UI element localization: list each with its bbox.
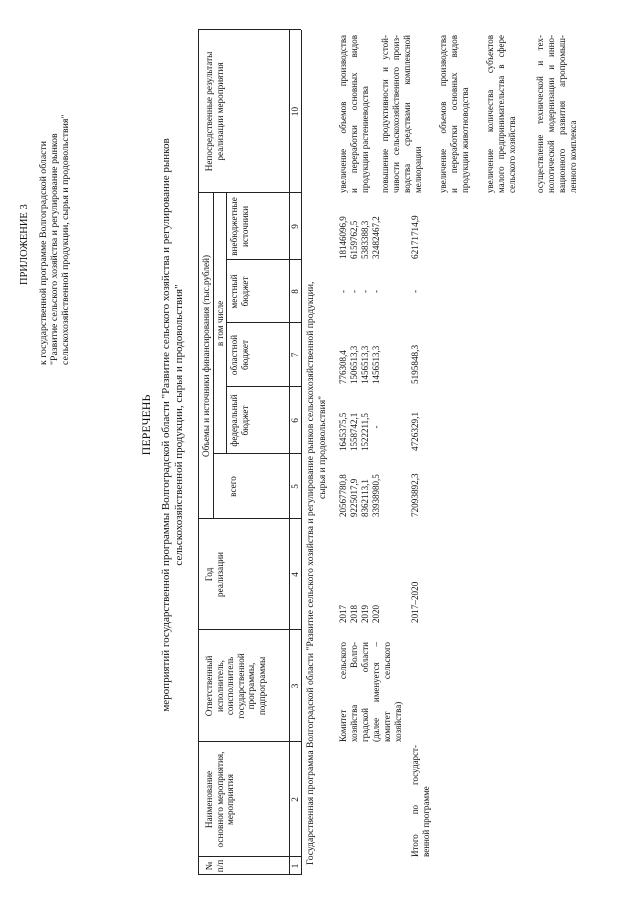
table-row-total: 33938980,5 [371, 474, 381, 517]
table-row-federal: 1558742,1 [349, 412, 359, 451]
col-number: 7 [290, 352, 300, 358]
section-title-line: Государственная программа Волгоградской области "Развитие сельского хозяйства и регулирование рынков сельскохозяйственной продукции, [305, 281, 316, 865]
responsible-text: Комитет сельского хозяйства Волго- градской области (далее именуется – комитет сельского хозяйства) [338, 642, 403, 742]
col-number: 4 [290, 572, 300, 577]
appendix-title: ПРИЛОЖЕНИЕ 3 [19, 204, 30, 285]
appendix-line: сельскохозяйственной продукции, сырья и продовольствия" [60, 114, 71, 365]
table-row-total: 9225017,9 [349, 478, 359, 517]
table-row-total: 20567780,8 [338, 474, 348, 517]
result-item: повышение продуктивности и устой- чивости сельскохозяйственного произ- водства средствами комплексной мелиорации [380, 35, 423, 193]
table-row-year: 2020 [371, 605, 381, 623]
header-name: Наименование основного мероприятия, мероприятия [204, 751, 235, 848]
document-subtitle-line: сельскохозяйственной продукции, сырья и продовольствия" [173, 284, 185, 566]
col-number: 8 [290, 289, 300, 294]
regional-col [338, 346, 382, 384]
table-row-year: 2019 [360, 605, 370, 623]
header-funding: Объемы и источники финансирования (тыс.рублей) [201, 254, 211, 458]
total-row-label: Итого по государст- венной программе [410, 745, 431, 857]
incl-divider [226, 193, 227, 454]
total-row-extra: 62171714,9 [410, 215, 420, 259]
table-row-local: - [360, 290, 370, 293]
col-number: 5 [290, 484, 300, 489]
total-row-local: - [410, 289, 420, 294]
table-row-federal: - [371, 425, 381, 429]
header-local: местный бюджет [229, 274, 250, 309]
appendix-caption [38, 115, 71, 365]
table-row-regional: 1456513,3 [371, 345, 381, 384]
local-col [338, 260, 382, 323]
appendix-line: "Развитие сельского хозяйства и регулирование рынков [49, 133, 60, 365]
col-number: 1 [290, 863, 300, 869]
funding-header-divider [213, 193, 214, 519]
extra-col [338, 216, 382, 259]
table-top-border [198, 30, 199, 875]
col-border [213, 453, 301, 454]
table-row-regional: 1456513,3 [360, 345, 370, 384]
table-row-extra: 18146096,9 [338, 216, 348, 259]
header-year: Год реализации [204, 552, 225, 597]
table-row-extra: 5383388,3 [360, 220, 370, 259]
col-number: 9 [290, 224, 300, 229]
years-col [338, 605, 382, 623]
total-row-federal: 4726329,1 [410, 411, 420, 451]
appendix-line: к государственной программе Волгоградской области [38, 140, 49, 365]
table-row-federal: 1645375,5 [338, 412, 348, 451]
header-total: всего [228, 476, 238, 497]
header-incl: в том числе [215, 300, 225, 347]
document-subtitle-line: мероприятий государственной программы Волгоградской области "Развитие сельского хозяйства и регулирование рынков [160, 138, 172, 712]
table-row-regional: 1506513,3 [349, 345, 359, 384]
total-col [338, 474, 382, 517]
section-title-line: сырья и продовольствия" [317, 395, 328, 500]
total-row-regional: 5195848,3 [410, 344, 420, 384]
table-row-extra: 6159762,5 [349, 220, 359, 259]
table-row-total: 8362113,1 [360, 479, 370, 517]
total-row-years: 2017–2020 [410, 581, 420, 623]
col-number: 6 [290, 418, 300, 423]
col-number: 2 [290, 797, 300, 802]
table-colnum-bottom-border [301, 30, 302, 875]
header-results: Непосредственные результаты реализации мероприятия [204, 51, 225, 172]
result-item: осуществление технической и тех- нологической модернизации и инно- вационного развития агропромыш- ленного комплекса [535, 35, 578, 193]
table-row-local: - [338, 290, 348, 293]
header-federal: федеральный бюджет [229, 394, 250, 447]
document-title: ПЕРЕЧЕНЬ [139, 394, 153, 456]
result-item: увеличение объемов производства и переработки основных видов продукции животноводства [438, 35, 470, 193]
col-number: 10 [290, 106, 300, 117]
table-row-local: - [371, 290, 381, 293]
table-row-year: 2017 [338, 605, 348, 623]
table-row-federal: 1522211,5 [360, 413, 370, 451]
total-row-total: 72093892,3 [410, 473, 420, 517]
header-responsible: Ответственный исполнитель, соисполнитель государственной программы, подпрограммы [204, 653, 267, 719]
table-row-regional: 776308,4 [338, 350, 348, 384]
header-num: № п/п [204, 859, 225, 873]
header-regional: областной бюджет [229, 334, 250, 376]
table-row-year: 2018 [349, 605, 359, 623]
table-row-extra: 32482467,2 [371, 216, 381, 259]
col-number: 3 [290, 683, 300, 689]
result-item: увеличение объемов производства и переработки основных видов продукции растениеводства [338, 35, 370, 193]
federal-col [338, 403, 382, 451]
result-item: увеличение количества субъектов малого предпринимательства в сфере сельского хозяйства [485, 35, 517, 193]
header-extra: внебюджетные источники [229, 197, 250, 256]
table-row-local: - [349, 290, 359, 293]
